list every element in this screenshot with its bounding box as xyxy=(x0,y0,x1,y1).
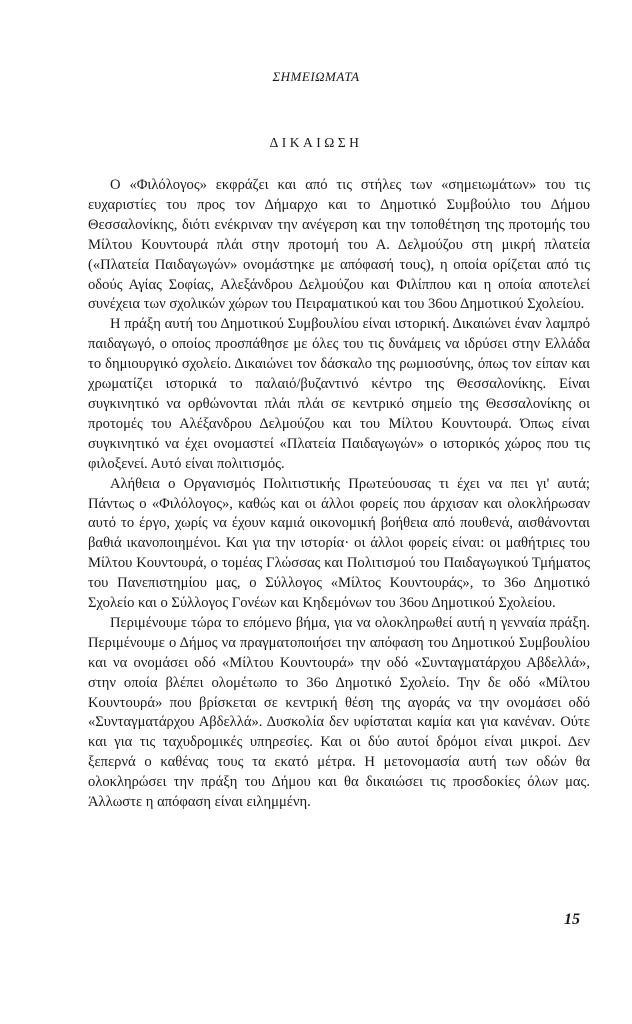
article-body xyxy=(88,176,590,813)
paragraph-1: Ο «Φιλόλογος» εκφράζει και από τις στήλες των «σημειωμάτων» του τις ευχαριστίες του προς τον Δήμαρχο και το Δημοτικό Συμβούλιο του Δήμου Θεσσαλονίκης, διότι ενέκριναν την ανέγερση και την τοποθέτηση της προτομής του Μίλτου Κουντουρά πλάι στην προτομή του Α. Δελμούζου στη μικρή πλατεία («Πλατεία Παιδαγωγών» ονομάστηκε με απόφασή τους), η οποία ορίζεται από τις οδούς Αγίας Σοφίας, Αλεξάνδρου Δελμούζου και Φιλίππου και η οποία αποτελεί συνέχεια των σχολικών χώρων του Πειραματικού και του 36ου Δημοτικού Σχολείου. xyxy=(88,177,590,313)
paragraph-4: Περιμένουμε τώρα το επόμενο βήμα, για να ολοκληρωθεί αυτή η γενναία πράξη. Περιμένουμε ο Δήμος να πραγματοποιήσει την απόφαση του Δημοτικού Συμβουλίου και να ονομάσει οδό «Μίλτου Κουντουρά» την οδό «Συνταγματάρχου Αβδελλά», στην οποία βλέπει ολομέτωπο το 36ο Δημοτικό Σχολείο. Την δε οδό «Μίλτου Κουντουρά» που βρίσκεται σε κεντρική θέση της αγοράς να την ονομάσει οδό «Συνταγματάρχου Αβδελλά». Δυσκολία δεν υφίσταται καμία και για κανέναν. Ούτε και για τις ταχυδρομικές υπηρεσίες. Και οι δύο αυτοί δρόμοι είναι μικροί. Δεν ξεπερνά ο καθένας τους τα εκατό μέτρα. Η μετονομασία αυτή των οδών θα ολοκληρώσει την πράξη του Δήμου και θα δικαιώσει τις προσδοκίες όλων μας. Άλλωστε η απόφαση είναι ειλημμένη. xyxy=(88,614,590,811)
page-number: 15 xyxy=(564,911,580,928)
section-title: ΔΙΚΑΙΩΣΗ xyxy=(269,135,363,150)
paragraph-2: Η πράξη αυτή του Δημοτικού Συμβουλίου είναι ιστορική. Δικαιώνει έναν λαμπρό παιδαγωγό, ο οποίος προσπάθησε με όλες του τις δυνάμεις να ιδρύσει στην Ελλάδα το δημιουργικό σχολείο. Δικαιώνει τον δάσκαλο της ρωμιοσύνης, όπως τον είπαν και χρωματίζει ιστορικά το παλαιό/βυζαντινό κέντρο της Θεσσαλονίκης. Είναι συγκινητικό να ορθώνονται πλάι πλάι σε κεντρικό σημείο της Θεσσαλονίκης οι προτομές του Αλέξανδρου Δελμούζου και του Μίλτου Κουντουρά. Όπως είναι συγκινητικό να έχει ονομαστεί «Πλατεία Παιδαγωγών» ο ιστορικός χώρος που τις φιλοξενεί. Αυτό είναι πολιτισμός. xyxy=(88,316,590,472)
paragraph-3: Αλήθεια ο Οργανισμός Πολιτιστικής Πρωτεύουσας τι έχει να πει γι' αυτά; Πάντως ο «Φιλόλογος», καθώς και οι άλλοι φορείς που άρχισαν και ολοκλήρωσαν αυτό το έργο, χωρίς να έχουν καμιά οικονομική βοήθεια από πουθενά, αισθάνονται βαθιά ικανοποιημένοι. Και για την ιστορία· οι άλλοι φορείς είναι: οι μαθήτριες του Μίλτου Κουντουρά, ο τομέας Γλώσσας και Πολιτισμού του Παιδαγωγικού Τμήματος του Πανεπιστημίου μας, ο Σύλλογος «Μίλτος Κουντουράς», το 36ο Δημοτικό Σχολείο και ο Σύλλογος Γονέων και Κηδεμόνων του 36ου Δημοτικού Σχολείου. xyxy=(88,475,590,612)
running-head: ΣΗΜΕΙΩΜΑΤΑ xyxy=(272,69,360,84)
